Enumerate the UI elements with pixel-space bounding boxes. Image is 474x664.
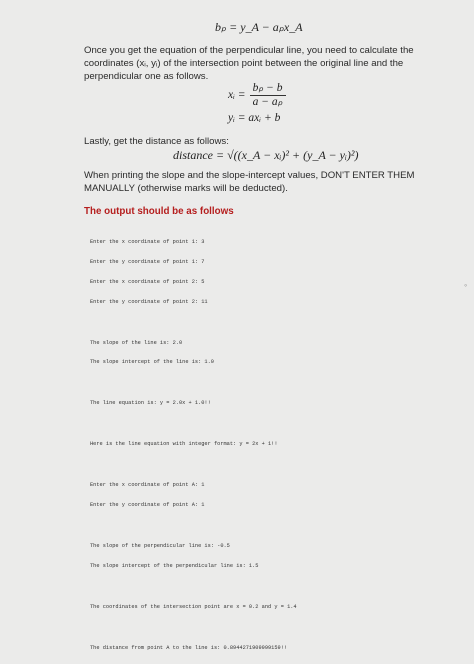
console-line: Enter the x coordinate of point A: 1 <box>90 482 205 489</box>
console-line: The slope intercept of the perpendicular line is: 1.5 <box>90 562 259 569</box>
equation-xi-fraction <box>250 82 286 109</box>
equation-intersection-block <box>228 80 286 124</box>
paragraph-warning: When printing the slope and the slope-intercept values, DON'T ENTER THEM MANUALLY (otherwise marks will be deducted). <box>84 170 415 195</box>
console-line: The slope intercept of the line is: 1.0 <box>90 359 214 366</box>
console-line: Enter the x coordinate of point 2: 5 <box>90 278 205 285</box>
console-line: The slope of the line is: 2.0 <box>90 339 183 346</box>
console-line: The line equation is: y = 2.0x + 1.0!! <box>90 400 211 407</box>
equation-yi: yᵢ = axᵢ + b <box>228 112 281 124</box>
equation-xi <box>228 80 286 110</box>
paragraph-distance-intro: Lastly, get the distance as follows: <box>84 136 229 147</box>
console-line: Enter the y coordinate of point 1: 7 <box>90 258 205 265</box>
console-line: Enter the x coordinate of point 1: 3 <box>90 239 205 246</box>
equation-distance: distance = √((x_A − xᵢ)² + (y_A − yᵢ)²) <box>173 148 359 162</box>
console-line: The distance from point A to the line is: 0.8944271909999159!! <box>90 644 288 651</box>
console-line: Enter the y coordinate of point A: 1 <box>90 501 205 508</box>
console-line: The coordinates of the intersection point are x = 0.2 and y = 1.4 <box>90 603 297 610</box>
output-heading: The output should be as follows <box>84 206 234 217</box>
console-line: Here is the line equation with integer format: y = 2x + 1!! <box>90 441 278 448</box>
equation-xi-denominator: a − aₚ <box>252 95 283 108</box>
console-line: The slope of the perpendicular line is: -0.5 <box>90 542 230 549</box>
equation-bp: bₚ = y_A − aₚx_A <box>215 20 303 34</box>
scan-mark-icon: ◦ <box>464 280 468 290</box>
paragraph-intersection: Once you get the equation of the perpendicular line, you need to calculate the coordinates (xᵢ, yᵢ) of the intersection point between the original line and the perpendicular one as follows. <box>84 45 414 83</box>
equation-xi-numerator: bₚ − b <box>250 82 286 96</box>
equation-xi-lhs: xᵢ = <box>228 89 246 101</box>
console-line: Enter the y coordinate of point 2: 11 <box>90 298 208 305</box>
console-output <box>90 226 297 664</box>
